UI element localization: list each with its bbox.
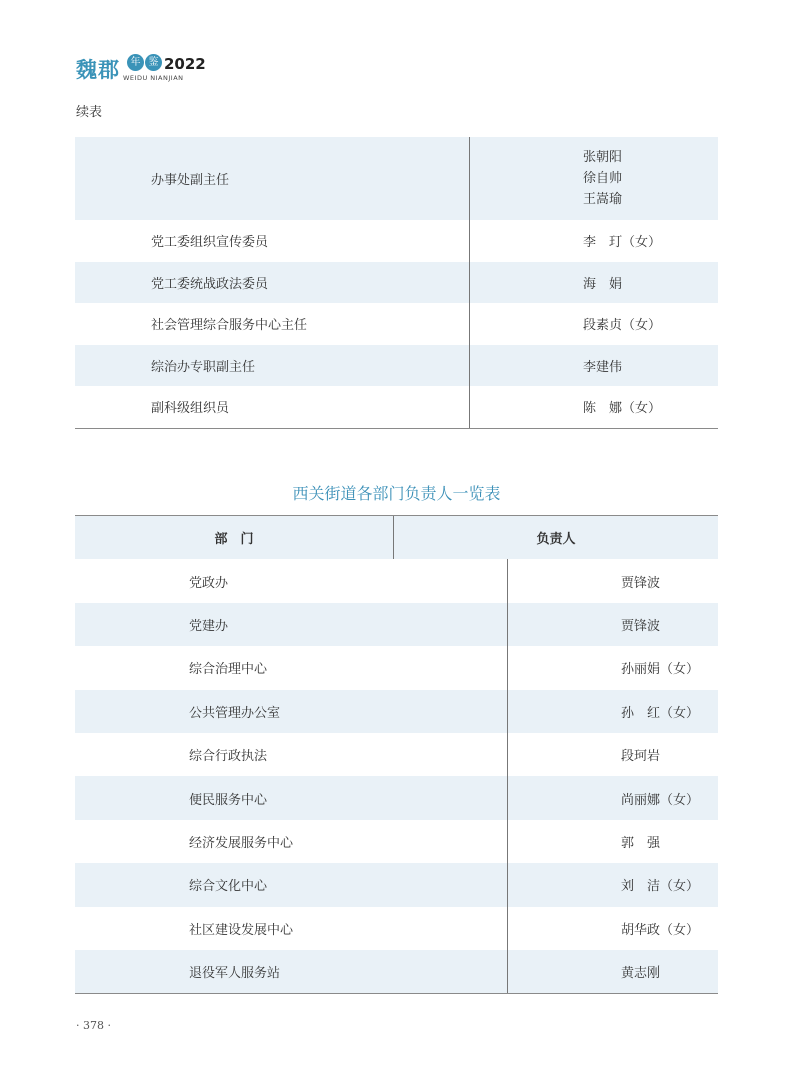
column-header-department: 部 门 xyxy=(75,516,394,559)
logo-year: 2022 xyxy=(164,55,206,73)
table-row xyxy=(75,303,718,345)
person-name: 张朝阳 xyxy=(583,150,623,165)
table-row xyxy=(75,220,718,262)
logo-seal-jian: 鉴 xyxy=(145,54,162,71)
person-cell: 段珂岩 xyxy=(621,749,661,765)
person-name: 李 玎（女） xyxy=(583,235,662,251)
person-cell: 贾锋波 xyxy=(621,618,661,634)
table-row xyxy=(75,603,718,646)
person-name: 王嵩瑜 xyxy=(583,192,623,207)
table-row xyxy=(75,559,718,602)
table-row xyxy=(75,690,718,733)
officials-table xyxy=(75,137,718,429)
table-row xyxy=(75,137,718,220)
logo-seal-nian: 年 xyxy=(127,54,144,71)
page-number: · 378 · xyxy=(76,1019,111,1032)
department-cell: 党建办 xyxy=(75,603,508,646)
table-row xyxy=(75,386,718,428)
position-cell: 综治办专职副主任 xyxy=(75,345,470,387)
table-title: 西关街道各部门负责人一览表 xyxy=(292,484,501,503)
department-cell: 党政办 xyxy=(75,559,508,602)
person-cell: 孙丽娟（女） xyxy=(621,662,700,678)
person-name: 海 娟 xyxy=(583,276,623,292)
table-row xyxy=(75,950,718,993)
person-name: 李建伟 xyxy=(583,359,623,375)
departments-table xyxy=(75,515,718,994)
table-row xyxy=(75,733,718,776)
position-cell: 副科级组织员 xyxy=(75,386,470,428)
department-cell: 公共管理办公室 xyxy=(75,690,508,733)
table-header-row xyxy=(75,516,718,559)
column-header-person: 负责人 xyxy=(536,532,576,548)
logo-pinyin: WEIDU NIANJIAN xyxy=(123,74,184,82)
position-cell: 社会管理综合服务中心主任 xyxy=(75,303,470,345)
department-cell: 综合行政执法 xyxy=(75,733,508,776)
department-cell: 社区建设发展中心 xyxy=(75,907,508,950)
position-cell: 党工委统战政法委员 xyxy=(75,262,470,304)
person-cell: 胡华政（女） xyxy=(621,922,700,938)
person-cell: 贾锋波 xyxy=(621,575,661,591)
table-row xyxy=(75,345,718,387)
department-cell: 综合文化中心 xyxy=(75,863,508,906)
person-name: 段素贞（女） xyxy=(583,318,662,334)
person-cell: 尚丽娜（女） xyxy=(621,792,700,808)
table-row xyxy=(75,907,718,950)
person-cell: 孙 红（女） xyxy=(621,705,700,721)
person-name: 陈 娜（女） xyxy=(583,401,662,417)
department-cell: 综合治理中心 xyxy=(75,646,508,689)
logo-title: 魏郡 xyxy=(76,58,120,82)
table-row xyxy=(75,776,718,819)
continued-label: 续表 xyxy=(76,105,103,120)
table-row xyxy=(75,820,718,863)
table-row xyxy=(75,262,718,304)
table-row xyxy=(75,646,718,689)
position-cell: 党工委组织宣传委员 xyxy=(75,220,470,262)
position-cell: 办事处副主任 xyxy=(75,137,470,220)
person-name: 徐自帅 xyxy=(583,171,623,186)
person-cell: 郭 强 xyxy=(621,835,661,851)
person-cell: 刘 洁（女） xyxy=(621,879,700,895)
yearbook-logo xyxy=(76,50,276,90)
department-cell: 便民服务中心 xyxy=(75,776,508,819)
department-cell: 经济发展服务中心 xyxy=(75,820,508,863)
names-cell xyxy=(470,137,718,220)
table-row xyxy=(75,863,718,906)
person-cell: 黄志刚 xyxy=(621,966,661,982)
department-cell: 退役军人服务站 xyxy=(75,950,508,993)
